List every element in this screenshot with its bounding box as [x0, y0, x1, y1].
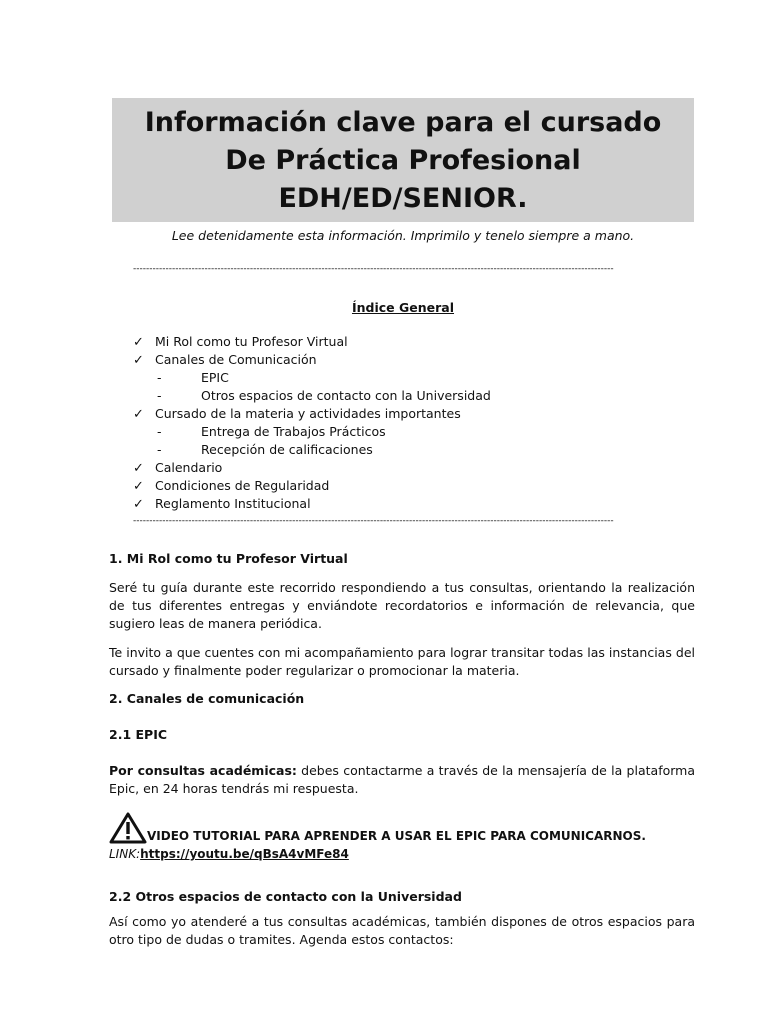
index-item: ✓ Reglamento Institucional	[133, 496, 311, 512]
video-tutorial-row	[109, 812, 695, 844]
section2-2-heading: 2.2 Otros espacios de contacto con la Universidad	[109, 889, 462, 904]
title-line-1: Información clave para el cursado	[144, 107, 662, 138]
checkmark-icon: ✓	[133, 353, 144, 368]
checkmark-icon: ✓	[133, 407, 144, 422]
subtitle: Lee detenidamente esta información. Imprimilo y tenelo siempre a mano.	[171, 228, 635, 243]
title-box	[112, 98, 694, 222]
divider-bottom: ----------------------------------------------------------------------------------------------------------------------------------------------------	[133, 516, 614, 526]
index-list	[133, 333, 491, 513]
index-subitem: - Entrega de Trabajos Prácticos	[133, 423, 491, 441]
index-subitem: - EPIC	[133, 369, 491, 387]
checkmark-icon: ✓	[133, 461, 144, 476]
warning-icon	[109, 812, 147, 844]
index-item: ✓ Condiciones de Regularidad	[133, 478, 330, 494]
section2-1-heading: 2.1 EPIC	[109, 727, 168, 742]
checkmark-icon: ✓	[133, 479, 144, 494]
dash-bullet: -	[157, 424, 162, 439]
section2-heading: 2. Canales de comunicación	[109, 691, 305, 706]
dash-bullet: -	[157, 442, 162, 457]
index-subitem: - Recepción de calificaciones	[133, 441, 491, 459]
link-label: LINK:	[109, 847, 141, 861]
video-tutorial-label: VIDEO TUTORIAL PARA APRENDER A USAR EL EPIC PARA COMUNICARNOS.	[147, 829, 646, 843]
divider-top: ----------------------------------------------------------------------------------------------------------------------------------------------------	[133, 264, 614, 274]
title-line-2: De Práctica Profesional	[225, 145, 581, 176]
checkmark-icon: ✓	[133, 335, 144, 350]
index-item: ✓ Calendario	[133, 460, 223, 476]
index-item: ✓ Mi Rol como tu Profesor Virtual	[133, 334, 348, 350]
section1-paragraph-1: Seré tu guía durante este recorrido respondiendo a tus consultas, orientando la realización de tus diferentes entregas y enviándote recordatorios e información de relevancia, que sugiero leas de manera periódica.	[109, 580, 695, 631]
dash-bullet: -	[157, 370, 162, 385]
index-title: Índice General	[351, 300, 455, 315]
video-link-row	[109, 847, 349, 861]
section1-heading: 1. Mi Rol como tu Profesor Virtual	[109, 551, 348, 566]
dash-bullet: -	[157, 388, 162, 403]
title-line-3: EDH/ED/SENIOR.	[278, 183, 528, 214]
video-tutorial-link[interactable]: https://youtu.be/qBsA4vMFe84	[140, 847, 349, 861]
section2-1-paragraph: Por consultas académicas: debes contactarme a través de la mensajería de la plataforma Epic, en 24 horas tendrás mi respuesta.	[109, 763, 695, 796]
index-item: ✓ Cursado de la materia y actividades importantes	[133, 406, 461, 422]
index-item: ✓ Canales de Comunicación	[133, 352, 317, 368]
section2-2-paragraph: Así como yo atenderé a tus consultas académicas, también dispones de otros espacios para otro tipo de dudas o tramites. Agenda estos contactos:	[109, 914, 695, 947]
checkmark-icon: ✓	[133, 497, 144, 512]
index-subitem: - Otros espacios de contacto con la Universidad	[133, 387, 491, 405]
section1-paragraph-2: Te invito a que cuentes con mi acompañamiento para lograr transitar todas las instancias del cursado y finalmente poder regularizar o promocionar la materia.	[109, 645, 695, 678]
